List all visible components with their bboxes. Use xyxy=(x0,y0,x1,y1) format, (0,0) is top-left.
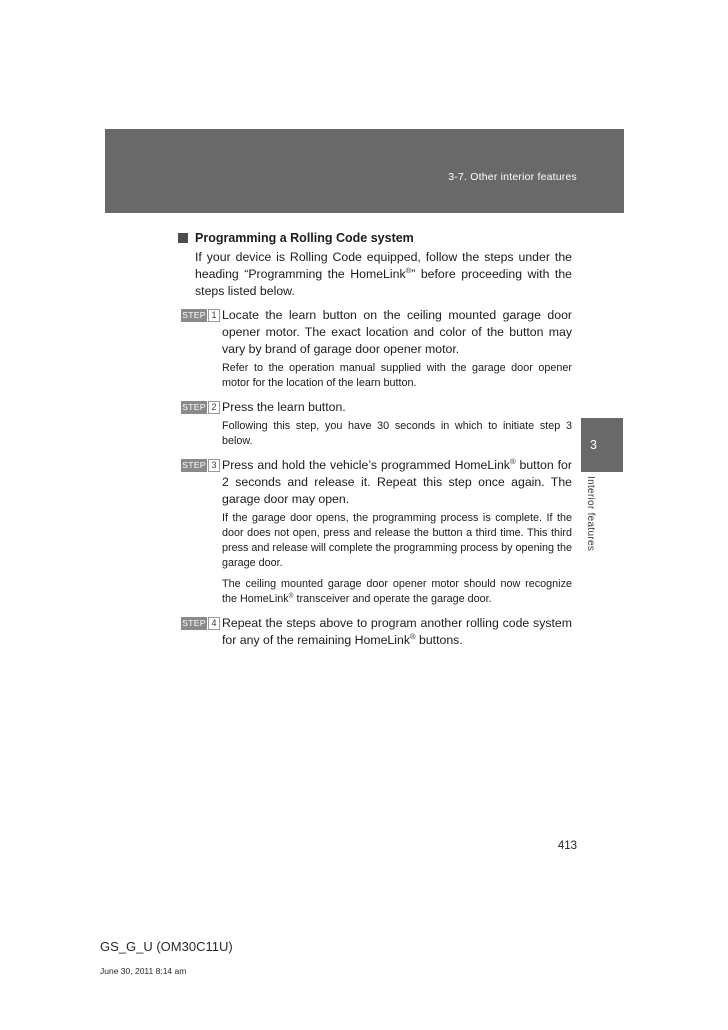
step-instruction-text-continued: buttons. xyxy=(415,633,463,647)
chapter-number: 3 xyxy=(590,438,597,452)
section-heading xyxy=(178,231,572,245)
step-badge xyxy=(181,401,221,449)
step-note xyxy=(222,419,572,449)
step-badge xyxy=(181,309,221,391)
step-instruction-text: Press and hold the vehicle’s programmed HomeLink xyxy=(222,458,510,472)
step-badge-label: STEP xyxy=(182,402,206,412)
step-item-4 xyxy=(181,615,572,649)
step-body xyxy=(222,615,572,649)
step-instruction xyxy=(222,399,572,416)
square-bullet-icon xyxy=(178,233,188,243)
step-instruction-text: Locate the learn button on the ceiling mounted garage door opener motor. The exact location and color of the button may vary by brand of garage door opener motor. xyxy=(222,308,572,356)
header-bar xyxy=(105,129,624,213)
document-code: GS_G_U (OM30C11U) xyxy=(100,939,233,954)
registered-trademark-symbol: ® xyxy=(288,592,294,600)
page-number: 413 xyxy=(557,840,577,852)
step-number: 2 xyxy=(208,401,220,414)
step-note-text: If the garage door opens, the programming process is complete. If the door does not open, press and release the button a third time. This third press and release will complete the programming process by opening the garage door. xyxy=(222,512,572,569)
step-instruction xyxy=(222,307,572,358)
step-body xyxy=(222,307,572,391)
breadcrumb: 3-7. Other interior features xyxy=(448,171,577,183)
intro-text: If your device is Rolling Code equipped, follow the steps under the heading “Programming the HomeLink xyxy=(195,250,572,281)
step-instruction-text-continued: button for 2 seconds and release it. Repeat this step once again. The garage door may open. xyxy=(222,458,572,506)
step-number: 4 xyxy=(208,617,220,630)
registered-trademark-symbol: ® xyxy=(405,265,412,275)
step-instruction-text: Repeat the steps above to program another rolling code system for any of the remaining HomeLink xyxy=(222,616,572,647)
step-number: 3 xyxy=(208,459,220,472)
step-note-text: The ceiling mounted garage door opener motor should now recognize the HomeLink xyxy=(222,578,572,605)
step-item-1 xyxy=(181,307,572,391)
step-badge-label: STEP xyxy=(182,460,206,470)
step-instruction xyxy=(222,615,572,649)
step-badge xyxy=(181,617,221,649)
intro-text-continued: ” before proceeding with the steps listed below. xyxy=(195,267,572,298)
step-badge xyxy=(181,459,221,607)
step-body xyxy=(222,399,572,449)
section-title: Programming a Rolling Code system xyxy=(195,231,414,245)
chapter-label: Interior features xyxy=(585,476,596,552)
step-item-3 xyxy=(181,457,572,607)
intro-paragraph xyxy=(195,249,572,300)
registered-trademark-symbol: ® xyxy=(509,456,516,466)
step-note xyxy=(222,511,572,571)
step-note xyxy=(222,577,572,607)
step-note xyxy=(222,361,572,391)
step-item-2 xyxy=(181,399,572,449)
registered-trademark-symbol: ® xyxy=(409,631,416,641)
step-number: 1 xyxy=(208,309,220,322)
step-badge-label: STEP xyxy=(182,310,206,320)
step-instruction xyxy=(222,457,572,508)
step-list xyxy=(181,307,572,657)
step-note-text: Refer to the operation manual supplied with the garage door opener motor for the location of the learn button. xyxy=(222,362,572,389)
print-timestamp: June 30, 2011 8:14 am xyxy=(100,966,187,976)
step-note-text: Following this step, you have 30 seconds in which to initiate step 3 below. xyxy=(222,420,572,447)
step-badge-label: STEP xyxy=(182,618,206,628)
chapter-tab xyxy=(581,418,623,472)
step-body xyxy=(222,457,572,607)
step-note-text-continued: transceiver and operate the garage door. xyxy=(293,593,492,605)
step-instruction-text: Press the learn button. xyxy=(222,400,346,414)
